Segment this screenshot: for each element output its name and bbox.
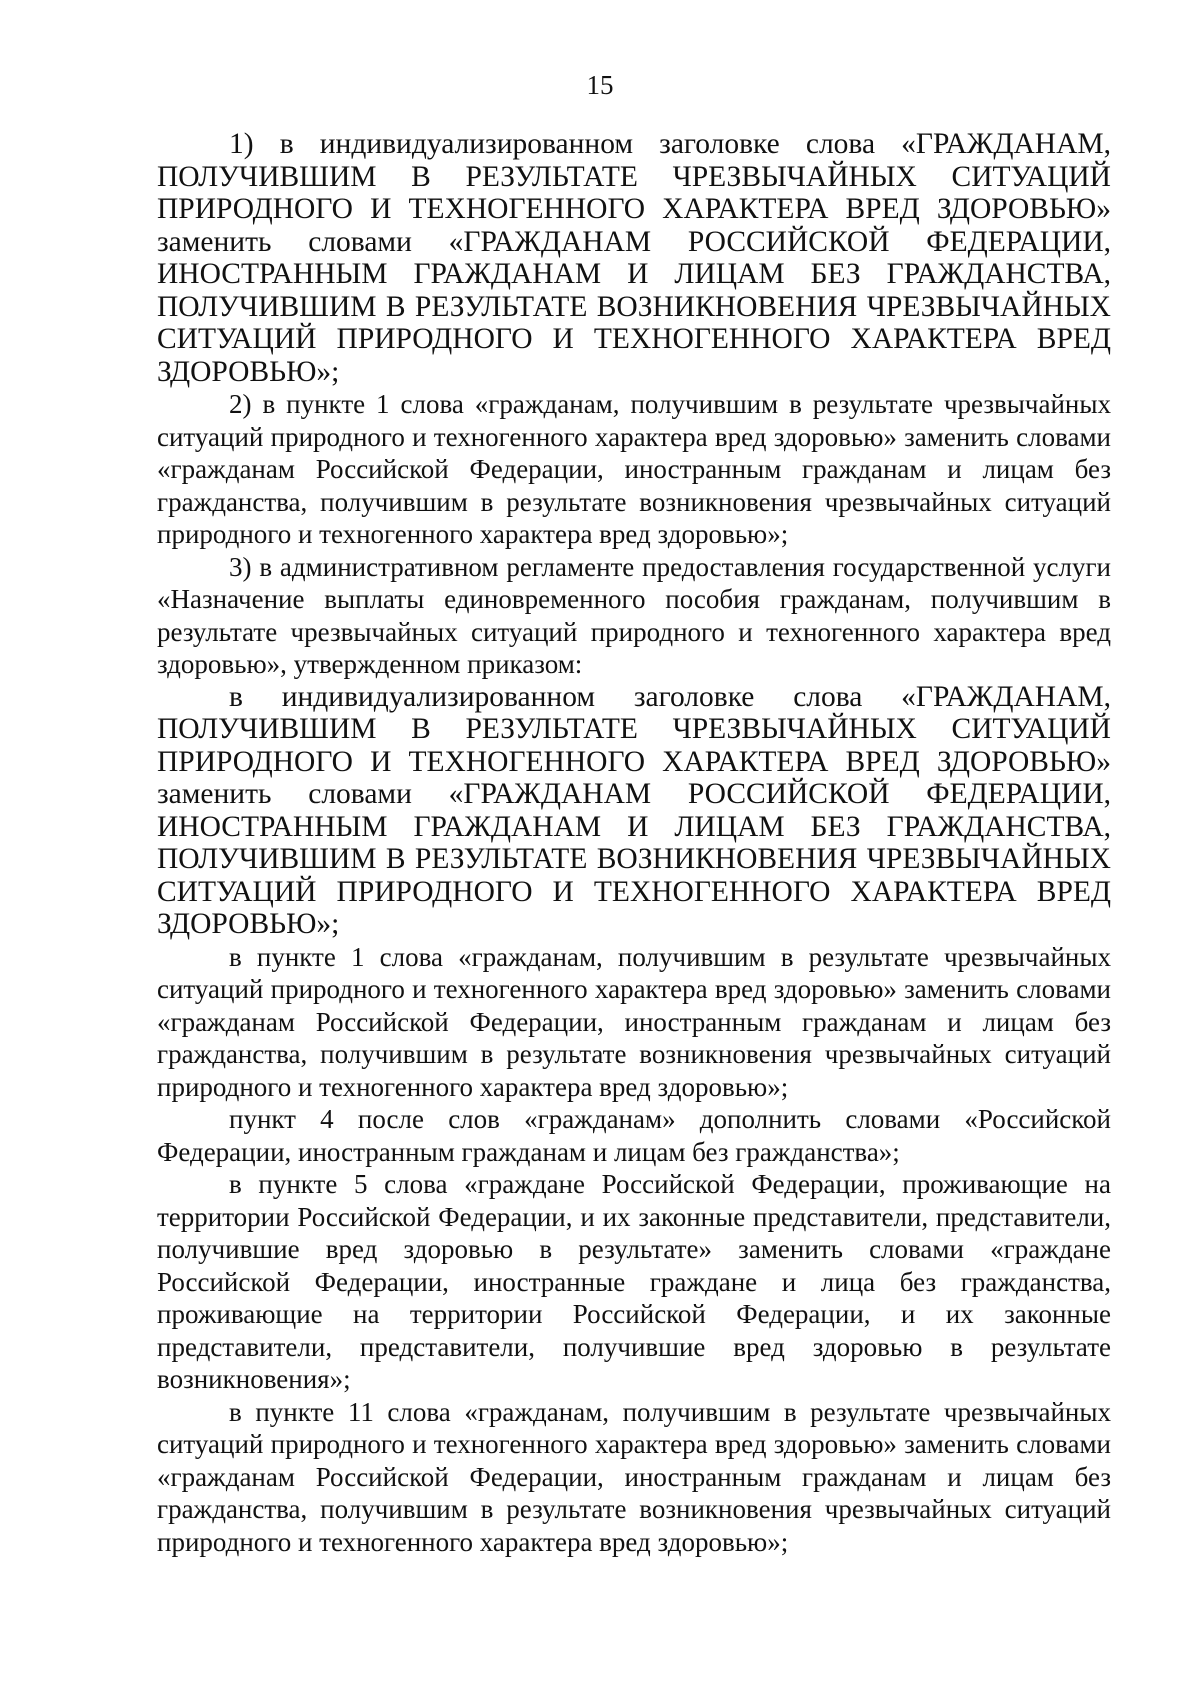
paragraph-item-3: 3) в административном регламенте предоставления государственной услуги «Назначение выплаты единовременного пособия гражданам, получившим в результате чрезвычайных ситуаций природного и техногенного характера вред здоровью», утвержденном приказом:: [157, 551, 1111, 679]
paragraph-point-5: в пункте 5 слова «граждане Российской Федерации, проживающие на территории Российской Федерации, и их законные представители, представители, получившие вред здоровью в результате» заменить словами «граждане Российской Федерации, иностранные граждане и лица без гражданства, проживающие на территории Российской Федерации, и их законные представители, представители, получившие вред здоровью в результате возникновения»;: [157, 1169, 1111, 1394]
paragraph-header-change: в индивидуализированном заголовке слова «ГРАЖДАНАМ, ПОЛУЧИВШИМ В РЕЗУЛЬТАТЕ ЧРЕЗВЫЧАЙНЫХ СИТУАЦИЙ ПРИРОДНОГО И ТЕХНОГЕННОГО ХАРАКТЕРА ВРЕД ЗДОРОВЬЮ» заменить словами «ГРАЖДАНАМ РОССИЙСКОЙ ФЕДЕРАЦИИ, ИНОСТРАННЫМ ГРАЖДАНАМ И ЛИЦАМ БЕЗ ГРАЖДАНСТВА, ПОЛУЧИВШИМ В РЕЗУЛЬТАТЕ ВОЗНИКНОВЕНИЯ ЧРЕЗВЫЧАЙНЫХ СИТУАЦИЙ ПРИРОДНОГО И ТЕХНОГЕННОГО ХАРАКТЕРА ВРЕД ЗДОРОВЬЮ»;: [157, 680, 1111, 940]
page-number: 15: [586, 70, 614, 100]
paragraph-point-1: в пункте 1 слова «гражданам, получившим в результате чрезвычайных ситуаций природного и техногенного характера вред здоровью» заменить словами «гражданам Российской Федерации, иностранным гражданам и лицам без гражданства, получившим в результате возникновения чрезвычайных ситуаций природного и техногенного характера вред здоровью»;: [157, 941, 1111, 1102]
paragraph-point-11: в пункте 11 слова «гражданам, получившим в результате чрезвычайных ситуаций природного и техногенного характера вред здоровью» заменить словами «гражданам Российской Федерации, иностранным гражданам и лицам без гражданства, получившим в результате возникновения чрезвычайных ситуаций природного и техногенного характера вред здоровью»;: [157, 1396, 1111, 1557]
paragraph-point-4: пункт 4 после слов «гражданам» дополнить словами «Российской Федерации, иностранным гражданам и лицам без гражданства»;: [157, 1104, 1111, 1167]
paragraph-item-2: 2) в пункте 1 слова «гражданам, получившим в результате чрезвычайных ситуаций природного и техногенного характера вред здоровью» заменить словами «гражданам Российской Федерации, иностранным гражданам и лицам без гражданства, получившим в результате возникновения чрезвычайных ситуаций природного и техногенного характера вред здоровью»;: [157, 389, 1111, 549]
paragraph-item-1: 1) в индивидуализированном заголовке слова «ГРАЖДАНАМ, ПОЛУЧИВШИМ В РЕЗУЛЬТАТЕ ЧРЕЗВЫЧАЙНЫХ СИТУАЦИЙ ПРИРОДНОГО И ТЕХНОГЕННОГО ХАРАКТЕРА ВРЕД ЗДОРОВЬЮ» заменить словами «ГРАЖДАНАМ РОССИЙСКОЙ ФЕДЕРАЦИИ, ИНОСТРАННЫМ ГРАЖДАНАМ И ЛИЦАМ БЕЗ ГРАЖДАНСТВА, ПОЛУЧИВШИМ В РЕЗУЛЬТАТЕ ВОЗНИКНОВЕНИЯ ЧРЕЗВЫЧАЙНЫХ СИТУАЦИЙ ПРИРОДНОГО И ТЕХНОГЕННОГО ХАРАКТЕРА ВРЕД ЗДОРОВЬЮ»;: [157, 128, 1111, 388]
document-body: [157, 128, 1111, 1558]
